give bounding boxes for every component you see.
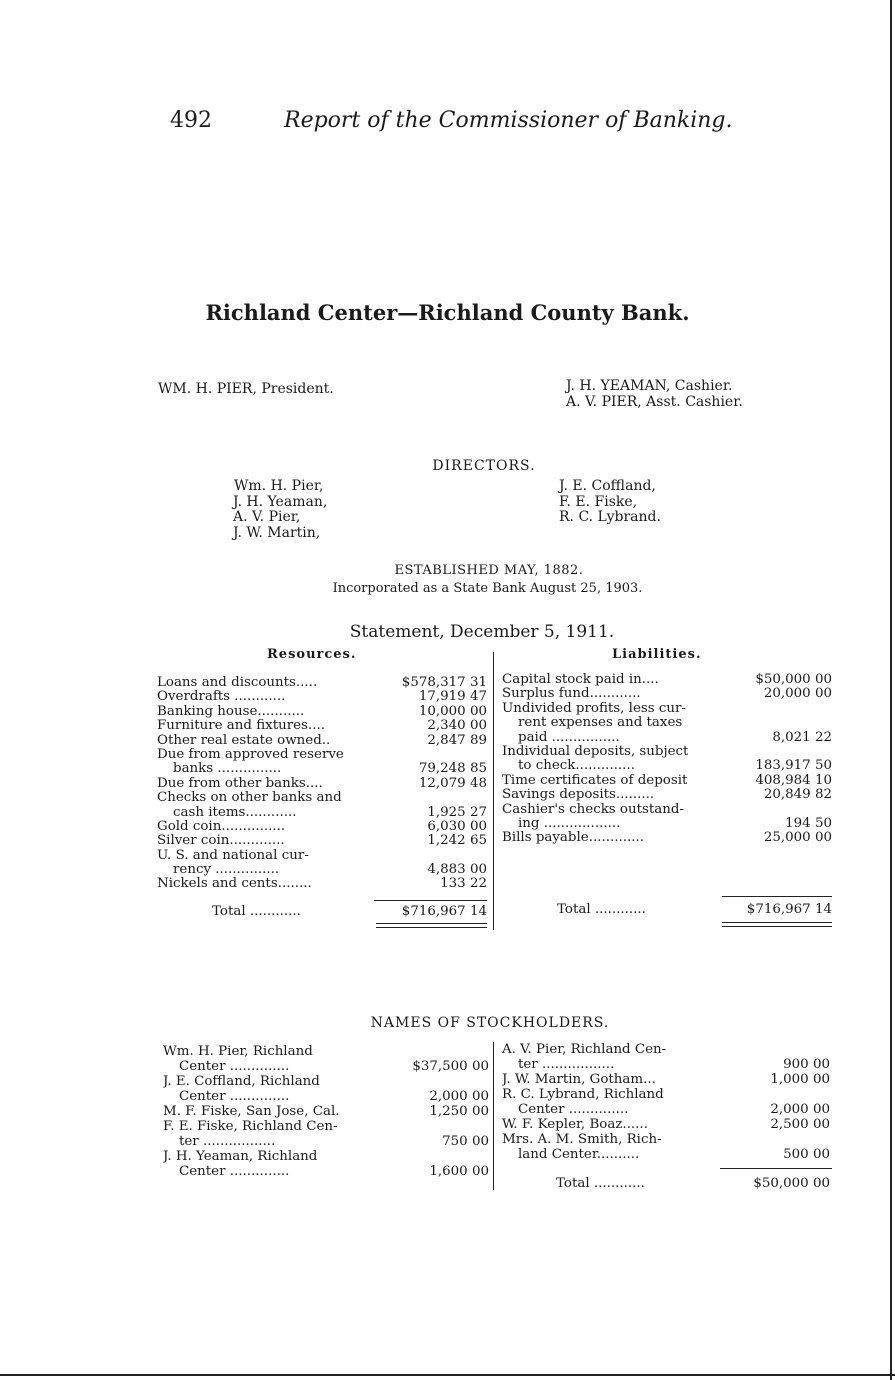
stockholder-row-label: Center ..............	[179, 1164, 290, 1179]
stockholder-row-label: F. E. Fiske, Richland Cen-	[163, 1119, 338, 1134]
page-edge-bottom	[0, 1374, 895, 1376]
director-name: J. E. Coffland,	[559, 478, 656, 494]
resource-row	[157, 877, 487, 891]
liability-row-label: Time certificates of deposit	[502, 773, 688, 788]
resource-row-label: cash items............	[173, 805, 297, 820]
liabilities-total-label: Total ............	[557, 902, 646, 917]
liability-row-label: Individual deposits, subject	[502, 744, 689, 759]
liability-row	[502, 788, 832, 802]
resource-row-amount: 10,000 00	[418, 703, 487, 719]
liability-row-amount: 20,000 00	[763, 686, 832, 702]
resource-row-amount: 12,079 48	[418, 775, 487, 791]
liabilities-double-rule-1	[722, 922, 832, 923]
stockholder-row	[502, 1132, 830, 1147]
liability-row	[502, 745, 832, 759]
stockholder-row-label: Wm. H. Pier, Richland	[163, 1044, 313, 1059]
stockholder-row-label: ter .................	[179, 1134, 276, 1149]
director-name: J. W. Martin,	[233, 524, 321, 541]
resource-row-label: Silver coin.............	[157, 834, 285, 849]
resources-total-rule	[374, 900, 487, 901]
liability-row-label: rent expenses and taxes	[518, 716, 683, 731]
stockholder-row-label: J. E. Coffland, Richland	[163, 1074, 320, 1089]
resource-row-label: Banking house...........	[157, 704, 305, 719]
statement-title: Statement, December 5, 1911.	[349, 622, 615, 642]
liabilities-total-amount: $716,967 14	[746, 902, 832, 917]
stockholder-row-label: J. W. Martin, Gotham...	[502, 1072, 656, 1087]
liabilities-table	[502, 673, 832, 846]
stockholder-row	[502, 1042, 830, 1057]
resource-row	[157, 791, 487, 805]
stockholder-row-label: Center ..............	[518, 1102, 629, 1117]
stockholder-row-amount: 2,500 00	[770, 1117, 830, 1132]
resources-double-rule-2	[376, 927, 487, 928]
page-edge-right	[890, 0, 892, 1380]
stockholder-row	[163, 1164, 489, 1179]
liability-row-amount: 20,849 82	[763, 787, 832, 803]
established-line: ESTABLISHED MAY, 1882.	[394, 563, 584, 578]
resources-table	[157, 676, 487, 892]
stockholder-row-amount: 1,000 00	[770, 1072, 830, 1087]
resource-row-amount: 133 22	[440, 876, 487, 892]
resource-row-label: Loans and discounts.....	[157, 676, 318, 690]
resource-row-label: Other real estate owned..	[157, 733, 331, 748]
stockholder-row	[502, 1087, 830, 1102]
liability-row-amount: 194 50	[785, 815, 832, 831]
resource-row	[157, 719, 487, 733]
stockholder-row-label: land Center..........	[518, 1147, 640, 1162]
liability-row-label: Savings deposits.........	[502, 788, 655, 803]
stockholder-row-label: ter .................	[518, 1057, 615, 1072]
stockholder-row-amount: 500 00	[783, 1147, 830, 1162]
resource-row-label: Nickels and cents........	[157, 877, 312, 892]
resource-row-label: Gold coin...............	[157, 819, 286, 834]
resource-row	[157, 676, 487, 690]
stockholder-row	[163, 1149, 489, 1164]
director-name: A. V. Pier,	[233, 509, 301, 525]
stockholders-right-table	[502, 1042, 830, 1162]
stockholder-row-label: W. F. Kepler, Boaz......	[502, 1117, 648, 1132]
liability-row	[502, 716, 832, 730]
stockholder-row-amount: $37,500 00	[412, 1059, 489, 1074]
stockholder-row-label: Center ..............	[179, 1059, 290, 1074]
resources-heading: Resources.	[267, 647, 357, 662]
stockholder-row-label: Center ..............	[179, 1089, 290, 1104]
stockholder-row-amount: 2,000 00	[429, 1089, 489, 1104]
resource-row-amount: 2,847 89	[427, 732, 487, 748]
resource-row-amount: 4,883 00	[427, 862, 487, 878]
liability-row	[502, 731, 832, 745]
stockholder-row-label: M. F. Fiske, San Jose, Cal.	[163, 1104, 340, 1119]
stockholder-row	[163, 1074, 489, 1089]
liability-row-amount: 408,984 10	[755, 772, 832, 788]
page-number: 492	[170, 108, 212, 133]
stockholder-row	[502, 1147, 830, 1162]
liability-row	[502, 831, 832, 845]
stockholder-row-label: A. V. Pier, Richland Cen-	[502, 1042, 667, 1057]
director-name: R. C. Lybrand.	[559, 509, 661, 525]
stockholders-total-label: Total ............	[556, 1176, 645, 1191]
liability-row	[502, 673, 832, 687]
resource-row	[157, 863, 487, 877]
stockholder-row	[502, 1072, 830, 1087]
incorporated-line: Incorporated as a State Bank August 25, 1903.	[332, 581, 643, 596]
liability-row-label: ing ..................	[518, 816, 621, 831]
stockholder-row-label: J. H. Yeaman, Richland	[163, 1149, 318, 1164]
resource-row-amount: 1,242 65	[427, 833, 487, 849]
stockholder-row-amount: 1,250 00	[429, 1104, 489, 1119]
resource-row	[157, 849, 487, 863]
stockholder-row	[163, 1119, 489, 1134]
liabilities-heading: Liabilities.	[612, 647, 702, 662]
stockholders-total-rule	[720, 1168, 832, 1169]
resource-row	[157, 762, 487, 776]
stockholder-row	[163, 1044, 489, 1059]
resource-row	[157, 748, 487, 762]
liability-row-label: Cashier's checks outstand-	[502, 802, 684, 817]
liability-row-label: Surplus fund............	[502, 687, 641, 702]
stockholder-row-amount: 750 00	[442, 1134, 489, 1149]
asst-cashier-line: A. V. PIER, Asst. Cashier.	[566, 394, 743, 410]
resource-row	[157, 834, 487, 848]
cashier-block	[566, 378, 743, 410]
stockholder-row	[163, 1089, 489, 1104]
resource-row	[157, 705, 487, 719]
resources-total-amount: $716,967 14	[401, 904, 487, 919]
resource-row-amount: 79,248 85	[418, 761, 487, 777]
resource-row-amount: 6,030 00	[427, 818, 487, 834]
stockholder-row-amount: 900 00	[783, 1057, 830, 1072]
liabilities-double-rule-2	[722, 926, 832, 927]
directors-left-list	[233, 479, 327, 541]
liability-row-amount: 25,000 00	[763, 830, 832, 846]
resource-row-label: Checks on other banks and	[157, 791, 342, 806]
liability-row-label: to check..............	[518, 759, 635, 774]
directors-heading: DIRECTORS.	[432, 458, 536, 474]
resource-row	[157, 690, 487, 704]
stockholder-row	[163, 1104, 489, 1119]
liability-row-amount: 183,917 50	[755, 758, 832, 774]
resource-row-label: rency ...............	[173, 863, 280, 878]
stockholder-row-amount: 2,000 00	[770, 1102, 830, 1117]
liability-row	[502, 817, 832, 831]
stockholder-row-label: Mrs. A. M. Smith, Rich-	[502, 1132, 662, 1147]
resource-row-amount: 1,925 27	[427, 804, 487, 820]
stockholder-row-label: R. C. Lybrand, Richland	[502, 1087, 664, 1102]
resource-row	[157, 820, 487, 834]
liability-row-label: Bills payable.............	[502, 831, 645, 846]
resource-row-label: Furniture and fixtures....	[157, 719, 325, 734]
liability-row	[502, 687, 832, 701]
liability-row-amount: 8,021 22	[772, 729, 832, 745]
resource-row-label: Due from other banks....	[157, 776, 323, 791]
cashier-line: J. H. YEAMAN, Cashier.	[566, 378, 733, 394]
resource-row	[157, 777, 487, 791]
stockholders-left-table	[163, 1044, 489, 1179]
running-title: Report of the Commissioner of Banking.	[284, 108, 733, 133]
resources-double-rule-1	[376, 923, 487, 924]
stockholder-row	[502, 1057, 830, 1072]
directors-right-list	[559, 479, 661, 526]
stockholder-row	[502, 1117, 830, 1132]
stockholders-heading: NAMES OF STOCKHOLDERS.	[370, 1015, 610, 1031]
stockholders-total-amount: $50,000 00	[753, 1176, 830, 1191]
statement-column-divider	[493, 652, 494, 930]
resource-row	[157, 734, 487, 748]
resource-row	[157, 806, 487, 820]
resource-row-label: Overdrafts ............	[157, 690, 286, 705]
stockholder-row-amount: 1,600 00	[429, 1164, 489, 1179]
director-name: J. H. Yeaman,	[233, 493, 328, 510]
liability-row	[502, 759, 832, 773]
bank-title: Richland Center—Richland County Bank.	[205, 300, 690, 325]
resources-total-label: Total ............	[212, 904, 301, 919]
resource-row-label: U. S. and national cur-	[157, 848, 309, 863]
resource-row-amount: 17,919 47	[418, 689, 487, 705]
stockholder-row	[163, 1059, 489, 1074]
stockholders-column-divider	[493, 1042, 494, 1190]
president-line: WM. H. PIER, President.	[158, 381, 334, 397]
director-name: Wm. H. Pier,	[234, 478, 324, 494]
liability-row-label: paid ................	[518, 730, 620, 745]
liability-row	[502, 702, 832, 716]
resource-row-amount: 2,340 00	[427, 718, 487, 734]
stockholder-row	[163, 1134, 489, 1149]
liability-row-label: Undivided profits, less cur-	[502, 701, 686, 716]
liability-row	[502, 774, 832, 788]
stockholder-row	[502, 1102, 830, 1117]
resource-row-label: Due from approved reserve	[157, 747, 344, 762]
liability-row-amount: $50,000 00	[755, 672, 832, 687]
liability-row-label: Capital stock paid in....	[502, 673, 659, 687]
liability-row	[502, 803, 832, 817]
liabilities-total-rule	[722, 896, 832, 897]
resource-row-label: banks ...............	[173, 762, 282, 777]
resource-row-amount: $578,317 31	[401, 675, 487, 690]
director-name: F. E. Fiske,	[559, 493, 638, 510]
